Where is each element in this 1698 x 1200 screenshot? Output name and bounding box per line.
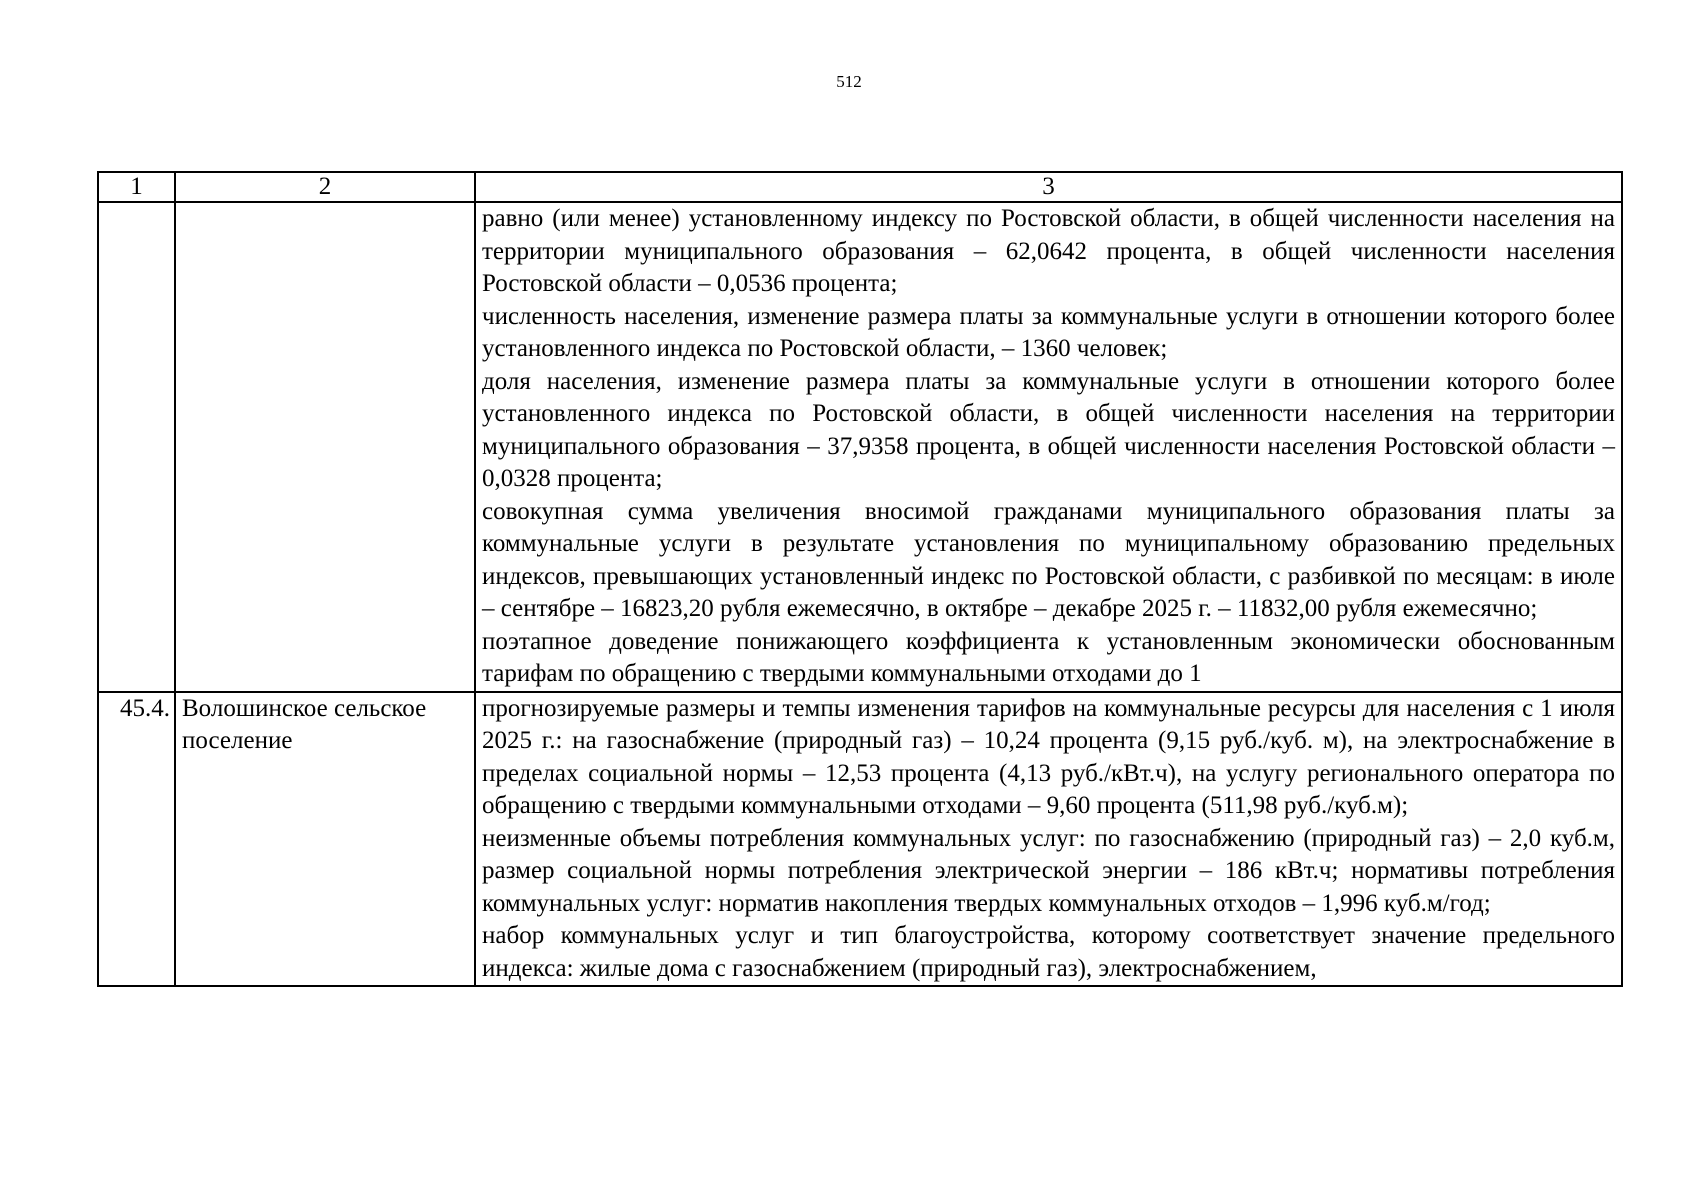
settlement-name-cell bbox=[175, 202, 475, 692]
description-paragraph: неизменные объемы потребления коммунальных услуг: по газоснабжению (природный газ) – 2,0 куб.м, размер социальной нормы потребления электрической энергии – 186 кВт.ч; нормативы потребления коммунальных услуг: норматив накопления твердых коммунальных отходов – 1,996 куб.м/год; bbox=[482, 824, 1615, 917]
page-number: 512 bbox=[836, 72, 862, 91]
description-paragraph: поэтапное доведение понижающего коэффициента к установленным экономически обоснованным тарифам по обращению с твердыми коммунальными отходами до 1 bbox=[482, 627, 1615, 687]
document-table bbox=[97, 171, 1623, 987]
description-paragraph: численность населения, изменение размера платы за коммунальные услуги в отношении которого более установленного индекса по Ростовской области, – 1360 человек; bbox=[482, 302, 1615, 362]
description-cell bbox=[475, 692, 1622, 987]
column-header-3: 3 bbox=[475, 172, 1622, 202]
column-header-1: 1 bbox=[98, 172, 175, 202]
description-paragraph: доля населения, изменение размера платы за коммунальные услуги в отношении которого более установленного индекса по Ростовской области, в общей численности населения на территории муниципального образования – 37,9358 процента, в общей численности населения Ростовской области – 0,0328 процента; bbox=[482, 367, 1615, 492]
settlement-name-cell: Волошинское сельское поселение bbox=[175, 692, 475, 987]
description-paragraph: равно (или менее) установленному индексу по Ростовской области, в общей численности населения на территории муниципального образования – 62,0642 процента, в общей численности населения Ростовской области – 0,0536 процента; bbox=[482, 205, 1615, 297]
row-number-cell bbox=[98, 202, 175, 692]
description-paragraph: совокупная сумма увеличения вносимой гражданами муниципального образования платы за коммунальные услуги в результате установления по муниципальному образованию предельных индексов, превышающих установленный индекс по Ростовской области, с разбивкой по месяцам: в июле – сентябре – 16823,20 рубля ежемесячно, в октябре – декабре 2025 г. – 11832,00 рубля ежемесячно; bbox=[482, 497, 1615, 622]
row-number-cell: 45.4. bbox=[98, 692, 175, 987]
description-paragraph: прогнозируемые размеры и темпы изменения тарифов на коммунальные ресурсы для населения с 1 июля 2025 г.: на газоснабжение (природный газ) – 10,24 процента (9,15 руб./куб. м), на электроснабжение в пределах социальной нормы – 12,53 процента (4,13 руб./кВт.ч), на услугу регионального оператора по обращению с твердыми коммунальными отходами – 9,60 процента (511,98 руб./куб.м); bbox=[482, 694, 1615, 819]
description-cell bbox=[475, 202, 1622, 692]
description-paragraph: набор коммунальных услуг и тип благоустройства, которому соответствует значение предельного индекса: жилые дома с газоснабжением (природный газ), электроснабжением, bbox=[482, 922, 1615, 982]
table-header-row bbox=[98, 172, 1622, 202]
table-row bbox=[98, 692, 1622, 987]
table-row bbox=[98, 202, 1622, 692]
column-header-2: 2 bbox=[175, 172, 475, 202]
